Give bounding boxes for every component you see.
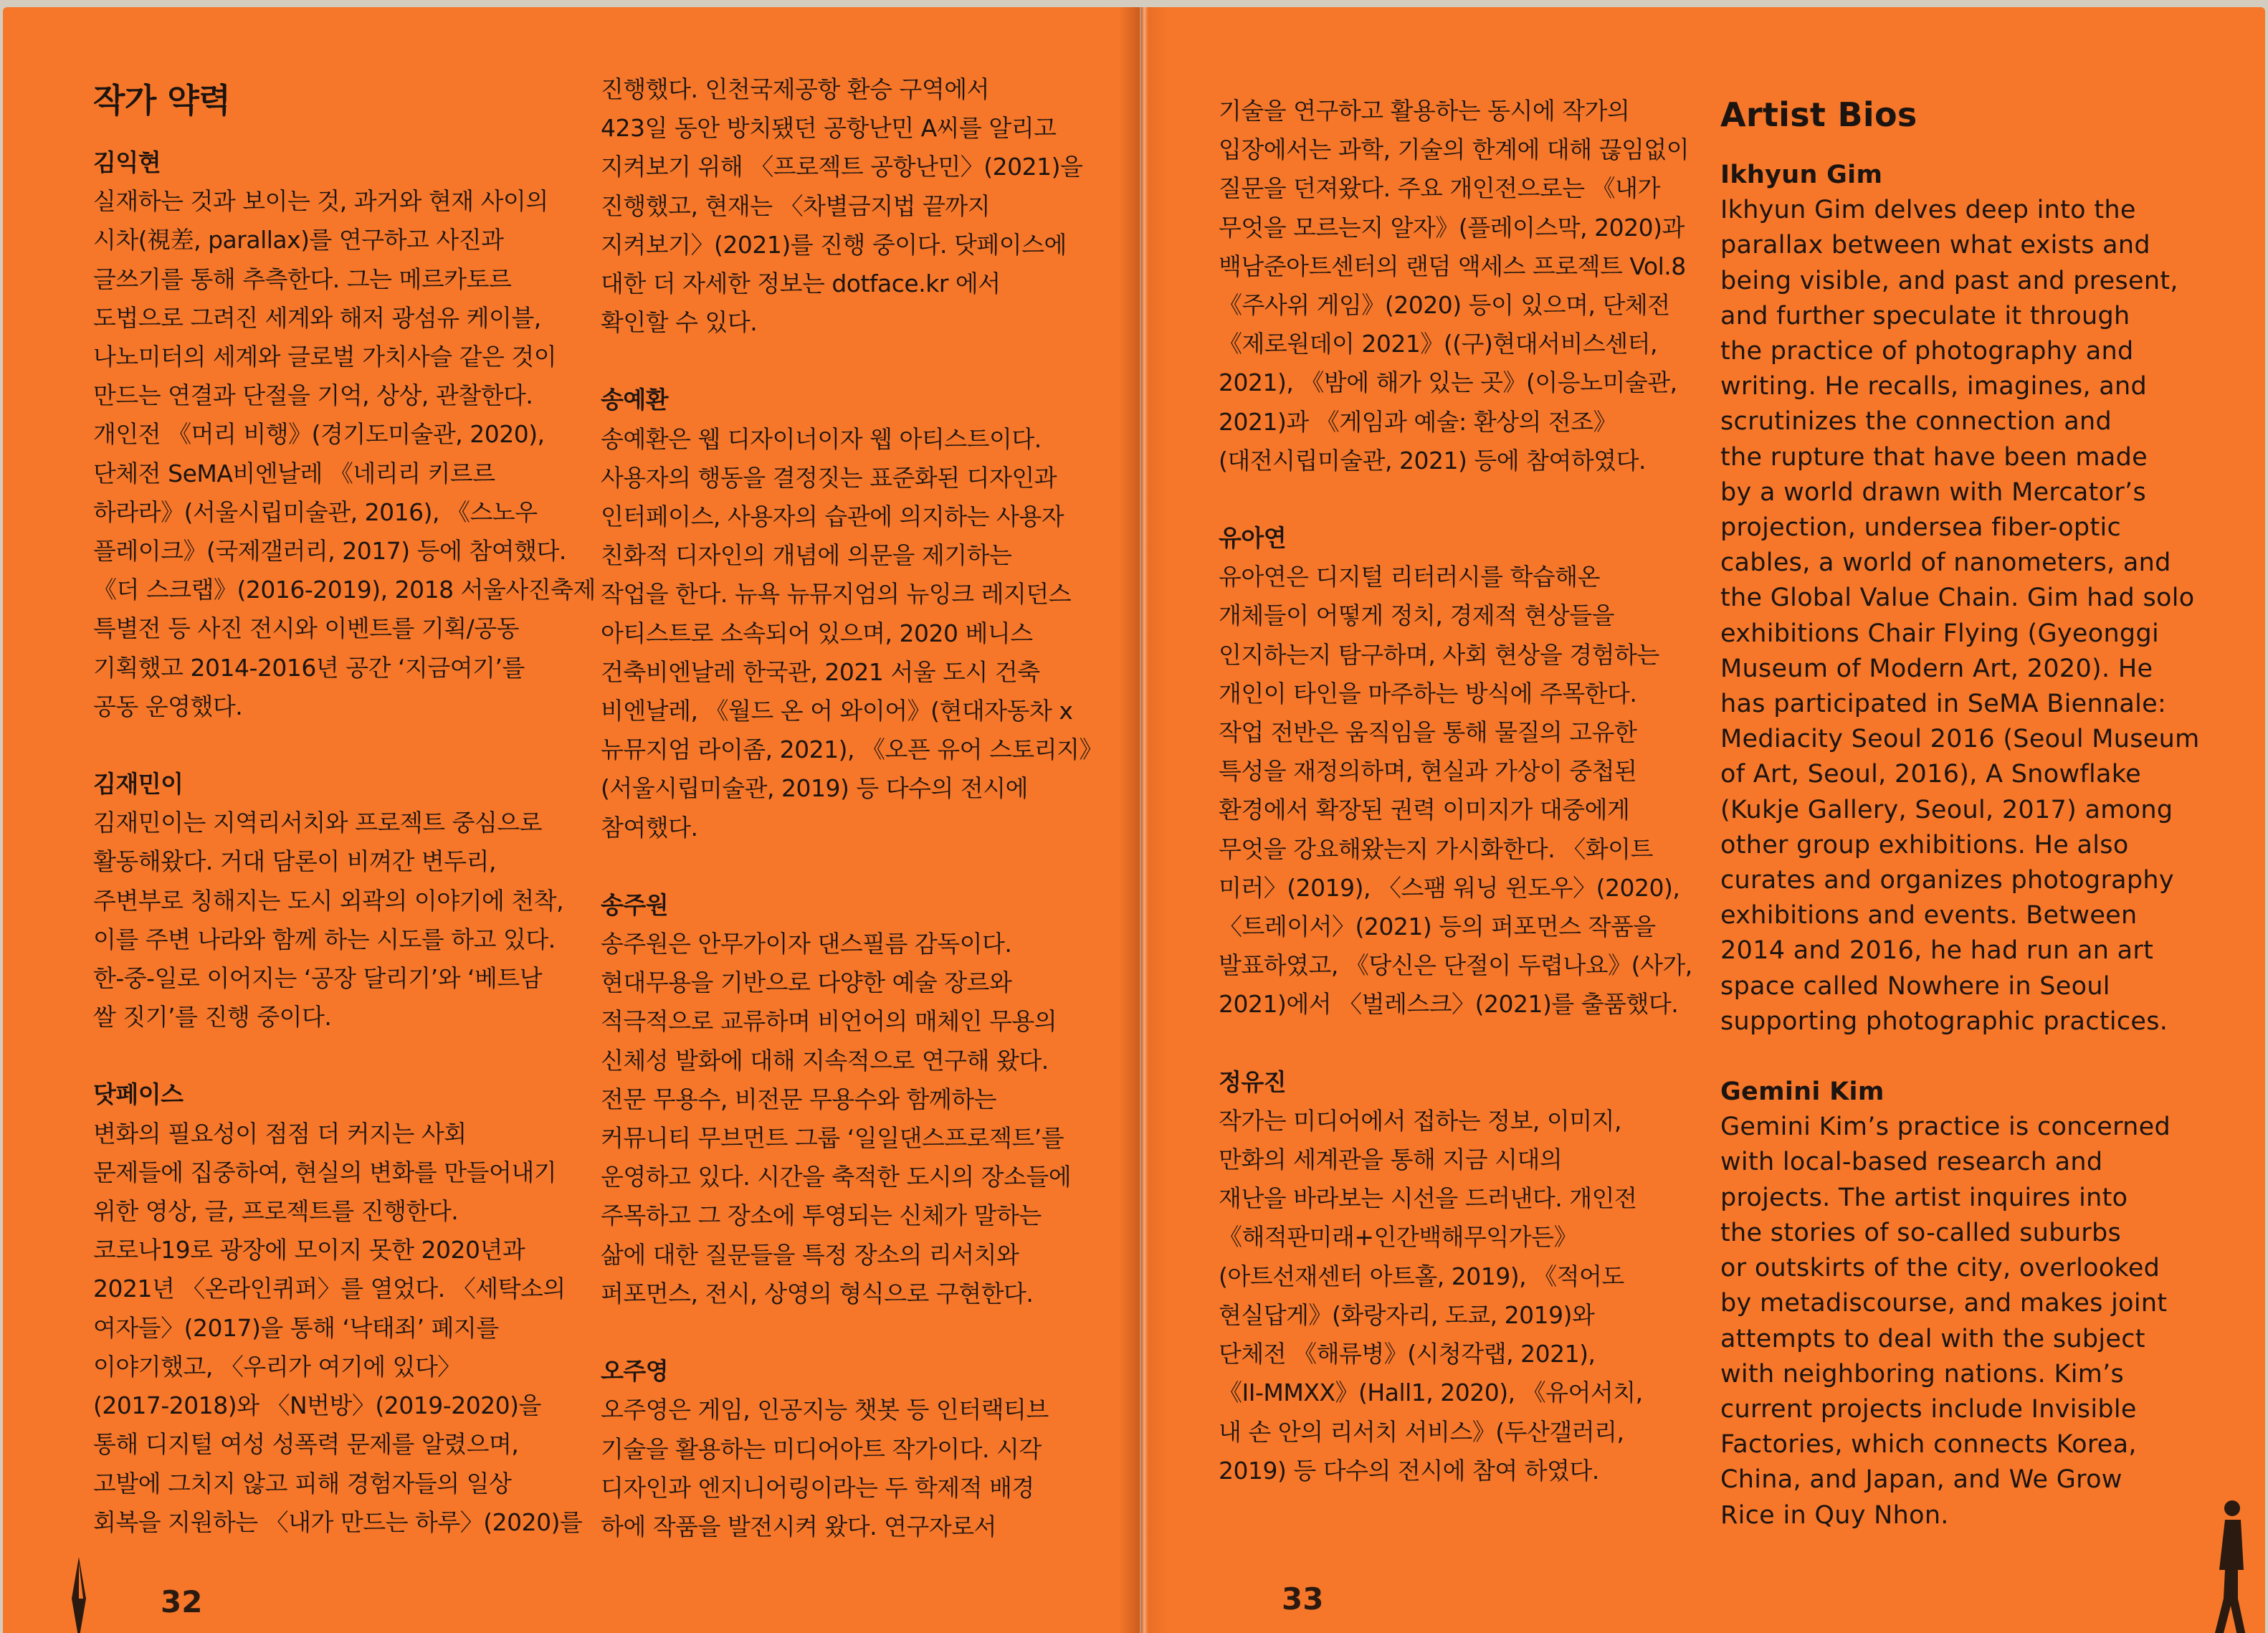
artist-name: 유아연 — [1219, 524, 1287, 553]
bio-text-line: 만화의 세계관을 통해 지금 시대의 — [1219, 1146, 1563, 1174]
bio-text-line: space called Nowhere in Seoul — [1720, 971, 2110, 1001]
bio-text-line: 단체전 SeMA비엔날레 《네리리 키르르 — [93, 459, 495, 487]
bio-text-line: 비엔날레, 《월드 온 어 와이어》(현대자동차 x — [601, 697, 1073, 725]
artist-name: 송주원 — [601, 890, 669, 919]
bio-text-line: 송예환은 웹 디자이너이자 웹 아티스트이다. — [601, 424, 1042, 453]
bio-text-line: by a world drawn with Mercator’s — [1720, 477, 2147, 507]
bio-text-line: projects. The artist inquires into — [1720, 1183, 2128, 1212]
artist-name: 송예환 — [601, 386, 669, 414]
bio-text-line: 지켜보기〉(2021)를 진행 중이다. 닷페이스에 — [601, 230, 1067, 259]
bio-text-line: 무엇을 모르는지 알자》(플레이스막, 2020)과 — [1219, 213, 1685, 242]
bio-text-line: 확인할 수 있다. — [601, 308, 758, 337]
bio-text-line: being visible, and past and present, — [1720, 266, 2178, 295]
page-number-right: 33 — [1282, 1581, 1324, 1617]
bio-text-line: 2021)에서 〈벌레스크〉(2021)를 출품했다. — [1219, 990, 1679, 1019]
bio-text-line: (Kukje Gallery, Seoul, 2017) among — [1720, 795, 2173, 824]
bio-text-line: 사용자의 행동을 결정짓는 표준화된 디자인과 — [601, 463, 1057, 492]
bio-text-line: 개인전 《머리 비행》(경기도미술관, 2020), — [93, 420, 545, 449]
artist-name: 오주영 — [601, 1357, 669, 1386]
walking-figure-icon — [2209, 1498, 2252, 1633]
bio-text-line: cables, a world of nanometers, and — [1720, 548, 2171, 578]
bio-text-line: 2021년 〈온라인퀴퍼〉를 열었다. 〈세탁소의 — [93, 1275, 566, 1303]
bio-text-line: 글쓰기를 통해 추측한다. 그는 메르카토르 — [93, 265, 512, 293]
bio-text-line: 지켜보기 위해 〈프로젝트 공항난민〉(2021)을 — [601, 153, 1083, 181]
bio-text-line: 2021), 《밤에 해가 있는 곳》(이응노미술관, — [1219, 368, 1677, 397]
bio-text-line: 기획했고 2014-2016년 공간 ‘지금여기’를 — [93, 653, 525, 682]
bio-text-line: of Art, Seoul, 2016), A Snowflake — [1720, 760, 2141, 789]
bio-text-line: the Global Value Chain. Gim had solo — [1720, 584, 2195, 613]
bio-text-line: 공동 운영했다. — [93, 692, 243, 720]
bio-text-line: 만드는 연결과 단절을 기억, 상상, 관찰한다. — [93, 381, 533, 410]
bio-text-line: 기술을 연구하고 활용하는 동시에 작가의 — [1219, 97, 1630, 125]
bio-text-line: 미러〉(2019), 〈스팸 워닝 윈도우〉(2020), — [1219, 873, 1680, 902]
bio-text-line: 퍼포먼스, 전시, 상영의 형식으로 구현한다. — [601, 1279, 1034, 1308]
artist-bio — [93, 765, 573, 1037]
bio-text-line: 쌀 짓기’를 진행 중이다. — [93, 1003, 332, 1032]
artist-name: Ikhyun Gim — [1720, 161, 1883, 189]
bio-text-line: 단체전 《해류병》(시청각랩, 2021), — [1219, 1340, 1596, 1368]
bio-text-line: 아티스트로 소속되어 있으며, 2020 베니스 — [601, 619, 1033, 647]
bio-text-line: 현대무용을 기반으로 다양한 예술 장르와 — [601, 968, 1012, 997]
right-column-2 — [1720, 93, 2222, 1568]
bio-text-line: with neighboring nations. Kim’s — [1720, 1359, 2125, 1389]
bio-text-line: 문제들에 집중하여, 현실의 변화를 만들어내기 — [93, 1158, 557, 1186]
bio-text-line: 하에 작품을 발전시켜 왔다. 연구자로서 — [601, 1512, 996, 1541]
bio-text-line: 내 손 안의 리서치 서비스》(두산갤러리, — [1219, 1417, 1624, 1446]
bio-text-line: 작업 전반은 움직임을 통해 물질의 고유한 — [1219, 718, 1637, 747]
bio-text-line: has participated in SeMA Biennale: — [1720, 690, 2167, 719]
left-column-1 — [93, 79, 596, 1581]
bio-text-line: 무엇을 강요해왔는지 가시화한다. 〈화이트 — [1219, 834, 1653, 863]
bio-text-line: 디자인과 엔지니어링이라는 두 학제적 배경 — [601, 1473, 1034, 1502]
bio-text-line: 인지하는지 탐구하며, 사회 현상을 경험하는 — [1219, 640, 1659, 669]
bio-text-line: 위한 영상, 글, 프로젝트를 진행한다. — [93, 1197, 459, 1226]
bio-text-line: supporting photographic practices. — [1720, 1006, 2168, 1036]
bio-text-line: 김재민이는 지역리서치와 프로젝트 중심으로 — [93, 809, 543, 837]
bio-text-line: 《II-MMXX》(Hall1, 2020), 《유어서치, — [1219, 1379, 1643, 1407]
bio-text-line: 나노미터의 세계와 글로벌 가치사슬 같은 것이 — [93, 343, 557, 371]
bio-text-line: Rice in Quy Nhon. — [1720, 1500, 1949, 1530]
artist-bio — [1720, 158, 2222, 1039]
bio-text-line: 친화적 디자인의 개념에 의문을 제기하는 — [601, 541, 1012, 570]
bio-text-line: 적극적으로 교류하며 비언어의 매체인 무용의 — [601, 1007, 1057, 1036]
bio-text-line: 2019) 등 다수의 전시에 참여 하였다. — [1219, 1456, 1599, 1485]
bio-text-line: 입장에서는 과학, 기술의 한계에 대해 끊임없이 — [1219, 135, 1690, 164]
bio-text-line: 진행했고, 현재는 〈차별금지법 끝까지 — [601, 191, 991, 220]
bio-text-line: 작업을 한다. 뉴욕 뉴뮤지엄의 뉴잉크 레지던스 — [601, 580, 1072, 609]
bio-text-line: (대전시립미술관, 2021) 등에 참여하였다. — [1219, 446, 1646, 475]
bio-text-line: 대한 더 자세한 정보는 dotface.kr 에서 — [601, 270, 1001, 298]
page-32 — [3, 7, 1140, 1633]
artist-bio — [93, 1075, 583, 1541]
bio-text-line: 특성을 재정의하며, 현실과 가상이 중첩된 — [1219, 757, 1637, 786]
artist-name: Gemini Kim — [1720, 1077, 1885, 1107]
artist-bio — [1720, 1075, 2222, 1533]
bio-text-line: 《더 스크랩》(2016-2019), 2018 서울사진축제 — [93, 576, 596, 604]
artist-name: 정유진 — [1219, 1067, 1287, 1096]
bio-text-line: 인터페이스, 사용자의 습관에 의지하는 사용자 — [601, 503, 1064, 531]
page-33 — [1141, 7, 2265, 1633]
artist-name: 김재민이 — [93, 770, 184, 799]
bio-text-line: the stories of so-called suburbs — [1720, 1218, 2122, 1247]
bio-text-line: 423일 동안 방치됐던 공항난민 A씨를 알리고 — [601, 114, 1057, 143]
bio-text-line: 실재하는 것과 보이는 것, 과거와 현재 사이의 — [93, 187, 548, 216]
bio-text-line: 진행했다. 인천국제공항 환승 구역에서 — [601, 75, 990, 103]
bio-text-line: 주목하고 그 장소에 투영되는 신체가 말하는 — [601, 1201, 1042, 1230]
bio-text-line: 주변부로 칭해지는 도시 외곽의 이야기에 천착, — [93, 886, 564, 915]
bio-text-line: 기술을 활용하는 미디어아트 작가이다. 시각 — [601, 1434, 1042, 1463]
artist-bio — [601, 70, 1102, 342]
bio-text-line: 이야기했고, 〈우리가 여기에 있다〉 — [93, 1352, 461, 1381]
left-column-2 — [601, 70, 1102, 1585]
bio-text-line: exhibitions Chair Flying (Gyeonggi — [1720, 619, 2159, 648]
bio-text-line: curates and organizes photography — [1720, 866, 2174, 895]
bio-text-line: 전문 무용수, 비전문 무용수와 함께하는 — [601, 1085, 996, 1113]
bio-text-line: 《해적판미래+인간백해무익가든》 — [1219, 1223, 1578, 1252]
bio-text-line: by metadiscourse, and makes joint — [1720, 1289, 2168, 1318]
section-title-en: Artist Bios — [1720, 95, 1917, 134]
bio-text-line: the rupture that have been made — [1720, 442, 2148, 472]
bio-text-line: 오주영은 게임, 인공지능 챗봇 등 인터랙티브 — [601, 1396, 1049, 1424]
bio-text-line: attempts to deal with the subject — [1720, 1324, 2145, 1353]
bio-text-line: 활동해왔다. 거대 담론이 비껴간 변두리, — [93, 847, 496, 876]
bio-text-line: the practice of photography and — [1720, 337, 2134, 366]
compass-needle-icon — [65, 1556, 93, 1633]
artist-name: 김익현 — [93, 148, 161, 176]
bio-text-line: 변화의 필요성이 점점 더 커지는 사회 — [93, 1119, 467, 1148]
bio-text-line: 통해 디지털 여성 성폭력 문제를 알렸으며, — [93, 1430, 519, 1459]
section-title: 작가 약력 — [93, 81, 231, 120]
bio-text-line: 현실답게》(화랑자리, 도쿄, 2019)와 — [1219, 1300, 1595, 1329]
bio-text-line: 여자들〉(2017)을 통해 ‘낙태죄’ 폐지를 — [93, 1313, 499, 1342]
bio-text-line: 뉴뮤지엄 라이좀, 2021), 《오픈 유어 스토리지》 — [601, 735, 1102, 764]
bio-text-line: 개인이 타인을 마주하는 방식에 주목한다. — [1219, 679, 1637, 708]
bio-text-line: 《주사위 게임》(2020) 등이 있으며, 단체전 — [1219, 291, 1670, 320]
artist-bio — [1219, 92, 1720, 480]
bio-text-line: Ikhyun Gim delves deep into the — [1720, 196, 2136, 225]
bio-text-line: 2021)과 《게임과 예술: 환상의 전조》 — [1219, 407, 1617, 436]
bio-text-line: 작가는 미디어에서 접하는 정보, 이미지, — [1219, 1106, 1621, 1135]
bio-text-line: 고발에 그치지 않고 피해 경험자들의 일상 — [93, 1469, 512, 1498]
bio-text-line: 유아연은 디지털 리터러시를 학습해온 — [1219, 563, 1601, 591]
bio-text-line: Gemini Kim’s practice is concerned — [1720, 1113, 2171, 1142]
bio-text-line: scrutinizes the connection and — [1720, 407, 2112, 437]
right-column-1 — [1219, 92, 1720, 1529]
bio-text-line: China, and Japan, and We Grow — [1720, 1465, 2122, 1495]
bio-text-line: 개체들이 어떻게 정치, 경제적 현상들을 — [1219, 601, 1614, 630]
bio-text-line: 발표하였고, 《당신은 단절이 두렵나요》(사가, — [1219, 951, 1692, 980]
bio-text-line: (서울시립미술관, 2019) 등 다수의 전시에 — [601, 774, 1028, 803]
bio-text-line: 재난을 바라보는 시선을 드러낸다. 개인전 — [1219, 1184, 1637, 1213]
bio-text-line: 참여했다. — [601, 813, 698, 842]
bio-text-line: with local-based research and — [1720, 1148, 2103, 1177]
bio-text-line: Museum of Modern Art, 2020). He — [1720, 654, 2153, 683]
bio-text-line: parallax between what exists and — [1720, 231, 2150, 260]
bio-text-line: Factories, which connects Korea, — [1720, 1430, 2137, 1460]
bio-text-line: 커뮤니티 무브먼트 그룹 ‘일일댄스프로젝트’를 — [601, 1124, 1064, 1153]
artist-bio — [601, 381, 1102, 847]
bio-text-line: (2017-2018)와 〈N번방〉(2019-2020)을 — [93, 1391, 541, 1420]
bio-text-line: writing. He recalls, imagines, and — [1720, 372, 2148, 401]
bio-text-line: 플레이크》(국제갤러리, 2017) 등에 참여했다. — [93, 537, 566, 566]
bio-text-line: Mediacity Seoul 2016 (Seoul Museum — [1720, 725, 2200, 754]
bio-text-line: 백남준아트센터의 랜덤 액세스 프로젝트 Vol.8 — [1219, 252, 1686, 280]
bio-text-line: current projects include Invisible — [1720, 1394, 2137, 1424]
bio-text-line: 《제로원데이 2021》((구)현대서비스센터, — [1219, 330, 1657, 358]
artist-bio — [1219, 519, 1720, 1024]
artist-bio — [601, 886, 1102, 1313]
artist-bio — [1219, 1063, 1720, 1490]
page-number-left: 32 — [161, 1584, 203, 1619]
bio-text-line: 건축비엔날레 한국관, 2021 서울 도시 건축 — [601, 657, 1040, 686]
bio-text-line: 코로나19로 광장에 모이지 못한 2020년과 — [93, 1236, 525, 1265]
bio-text-line: 시차(視差, parallax)를 연구하고 사진과 — [93, 226, 504, 254]
bio-text-line: 이를 주변 나라와 함께 하는 시도를 하고 있다. — [93, 925, 556, 953]
bio-text-line: 2014 and 2016, he had run an art — [1720, 936, 2154, 966]
bio-text-line: (아트선재센터 아트홀, 2019), 《적어도 — [1219, 1262, 1624, 1290]
artist-bio — [601, 1352, 1102, 1546]
artist-name: 닷페이스 — [93, 1080, 184, 1109]
bio-text-line: exhibitions and events. Between — [1720, 901, 2138, 930]
bio-text-line: 한-중-일로 이어지는 ‘공장 달리기’와 ‘베트남 — [93, 964, 543, 993]
bio-text-line: other group exhibitions. He also — [1720, 830, 2129, 860]
bio-text-line: 특별전 등 사진 전시와 이벤트를 기획/공동 — [93, 614, 519, 643]
bio-text-line: 신체성 발화에 대해 지속적으로 연구해 왔다. — [601, 1046, 1049, 1075]
bio-text-line: 운영하고 있다. 시간을 축적한 도시의 장소들에 — [601, 1163, 1072, 1191]
bio-text-line: 도법으로 그려진 세계와 해저 광섬유 케이블, — [93, 303, 541, 332]
bio-text-line: 송주원은 안무가이자 댄스필름 감독이다. — [601, 930, 1012, 958]
bio-text-line: 삶에 대한 질문들을 특정 장소의 리서치와 — [601, 1240, 1019, 1269]
bio-text-line: and further speculate it through — [1720, 301, 2130, 330]
bio-text-line: 환경에서 확장된 권력 이미지가 대중에게 — [1219, 796, 1630, 824]
bio-text-line: 질문을 던져왔다. 주요 개인전으로는 《내가 — [1219, 174, 1660, 203]
bio-text-line: projection, undersea fiber-optic — [1720, 513, 2122, 543]
bio-text-line: 〈트레이서〉(2021) 등의 퍼포먼스 작품을 — [1219, 913, 1656, 941]
bio-text-line: or outskirts of the city, overlooked — [1720, 1254, 2160, 1283]
artist-bio — [93, 143, 596, 726]
bio-text-line: 하라라》(서울시립미술관, 2016), 《스노우 — [93, 497, 538, 526]
bio-text-line: 회복을 지원하는 〈내가 만드는 하루〉(2020)를 — [93, 1508, 583, 1536]
